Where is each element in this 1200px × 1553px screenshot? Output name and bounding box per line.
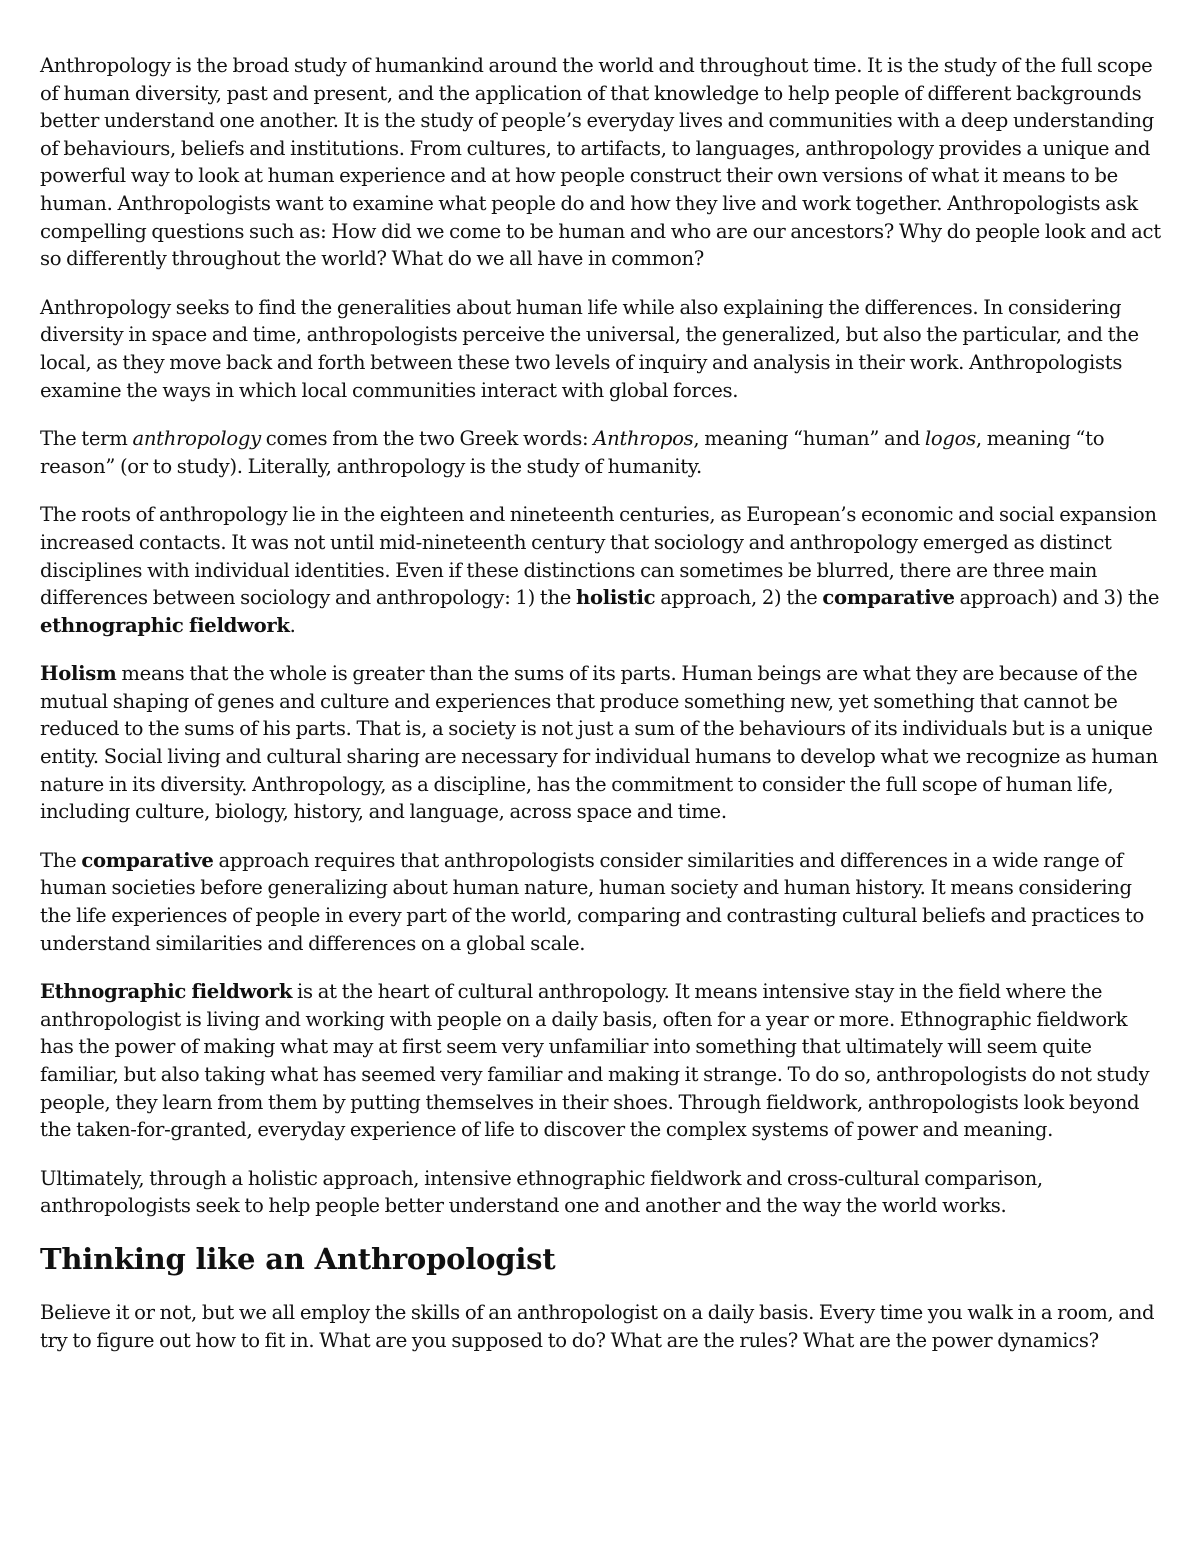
text-run: Ultimately, through a holistic approach, intensive ethnographic fieldwork and cross-cultural comparison, anthropologists seek to help people better understand one and another and the way the world works. — [40, 1166, 1043, 1218]
text-run: , meaning “to reason” (or to study). Literally, anthropology is the study of humanity. — [40, 427, 1105, 478]
text-run: approach requires that anthropologists consider similarities and differences in a wide range of human societies before generalizing about human nature, human society and human history. It means considering the life experiences of people in every part of the world, comparing and contrasting cultural beliefs and practices to understand similarities and differences on a global scale. — [40, 848, 1144, 955]
italic-term: Anthropos — [593, 427, 694, 451]
section-heading: Thinking like an Anthropologist — [40, 1241, 556, 1276]
paragraph-roots — [40, 501, 1162, 639]
text-run: approach, 2) the — [655, 586, 823, 610]
text-run: Anthropology seeks to find the generalities about human life while also explaining the differences. In considering diversity in space and time, anthropologists perceive the universal, the generalized, but also the particular, and the local, as they move back and forth between these two levels of inquiry and analysis in their work. Anthropologists examine the ways in which local communities interact with global forces. — [40, 295, 1139, 402]
paragraph-fieldwork — [40, 978, 1162, 1144]
italic-term: logos — [924, 427, 976, 451]
bold-term: comparative — [81, 848, 214, 872]
text-run: The — [40, 848, 82, 872]
text-run: Believe it or not, but we all employ the skills of an anthropologist on a daily basis. Every time you walk in a room, and try to figure out how to fit in. What are you supposed to do? What are the rules? What are the power dynamics? — [40, 1300, 1155, 1352]
text-run: The roots of anthropology lie in the eighteen and nineteenth centuries, as European’s economic and social expansion increased contacts. It was not until mid-nineteenth century that sociology and anthropology emerged as distinct disciplines with individual identities. Even if these distinctions can sometimes be blurred, there are three main differences between sociology and anthropology: 1) the — [40, 503, 1157, 610]
text-run: means that the whole is greater than the sums of its parts. Human beings are what they are because of the mutual shaping of genes and culture and experiences that produce something new, yet something that cannot be reduced to the sums of his parts. That is, a society is not just a sum of the behaviours of its individuals but is a unique entity. Social living and cultural sharing are necessary for individual humans to develop what we recognize as human nature in its diversity. Anthropology, as a discipline, has the commitment to consider the full scope of human life, including culture, biology, history, and language, across space and time. — [40, 662, 1158, 824]
text-run: approach) and 3) the — [954, 586, 1160, 610]
text-run: . — [289, 613, 296, 637]
italic-term: anthropology — [132, 427, 261, 451]
bold-term: Holism — [40, 662, 117, 686]
body-paragraphs — [40, 52, 1162, 1220]
paragraph-believe — [40, 1299, 1162, 1354]
text-run: Anthropology is the broad study of humankind around the world and throughout time. It is the study of the full scope of human diversity, past and present, and the application of that knowledge to help people of different backgrounds better understand one another. It is the study of people’s everyday lives and communities with a deep understanding of behaviours, beliefs and institutions. From cultures, to artifacts, to languages, anthropology provides a unique and powerful way to look at human experience and at how people construct their own versions of what it means to be human. Anthropologists want to examine what people do and how they live and work together. Anthropologists ask compelling questions such as: How did we come to be human and who are our ancestors? Why do people look and act so differently throughout the world? What do we all have in common? — [40, 54, 1161, 271]
bold-term: comparative — [822, 586, 955, 610]
text-run: The term — [40, 427, 133, 451]
text-run: , meaning “human” and — [693, 427, 925, 451]
text-run: is at the heart of cultural anthropology. It means intensive stay in the field where the anthropologist is living and working with people on a daily basis, often for a year or more. Ethnographic fieldwork has the power of making what may at first seem very unfamiliar into something that ultimately will seem quite familiar, but also taking what has seemed very familiar and making it strange. To do so, anthropologists do not study people, they learn from them by putting themselves in their shoes. Through fieldwork, anthropologists look beyond the taken-for-granted, everyday experience of life to discover the complex systems of power and meaning. — [40, 980, 1150, 1142]
paragraph-comparative — [40, 847, 1162, 957]
paragraph-intro — [40, 52, 1162, 273]
paragraph-etymology — [40, 425, 1162, 480]
text-run: comes from the two Greek words: — [260, 427, 594, 451]
bold-term: ethnographic fieldwork — [40, 613, 290, 637]
paragraph-ultimately — [40, 1165, 1162, 1220]
bold-term: holistic — [576, 586, 656, 610]
paragraph-generalities — [40, 294, 1162, 404]
closing-paragraphs — [40, 1299, 1162, 1354]
bold-term: Ethnographic fieldwork — [40, 980, 293, 1004]
paragraph-holism — [40, 660, 1162, 826]
